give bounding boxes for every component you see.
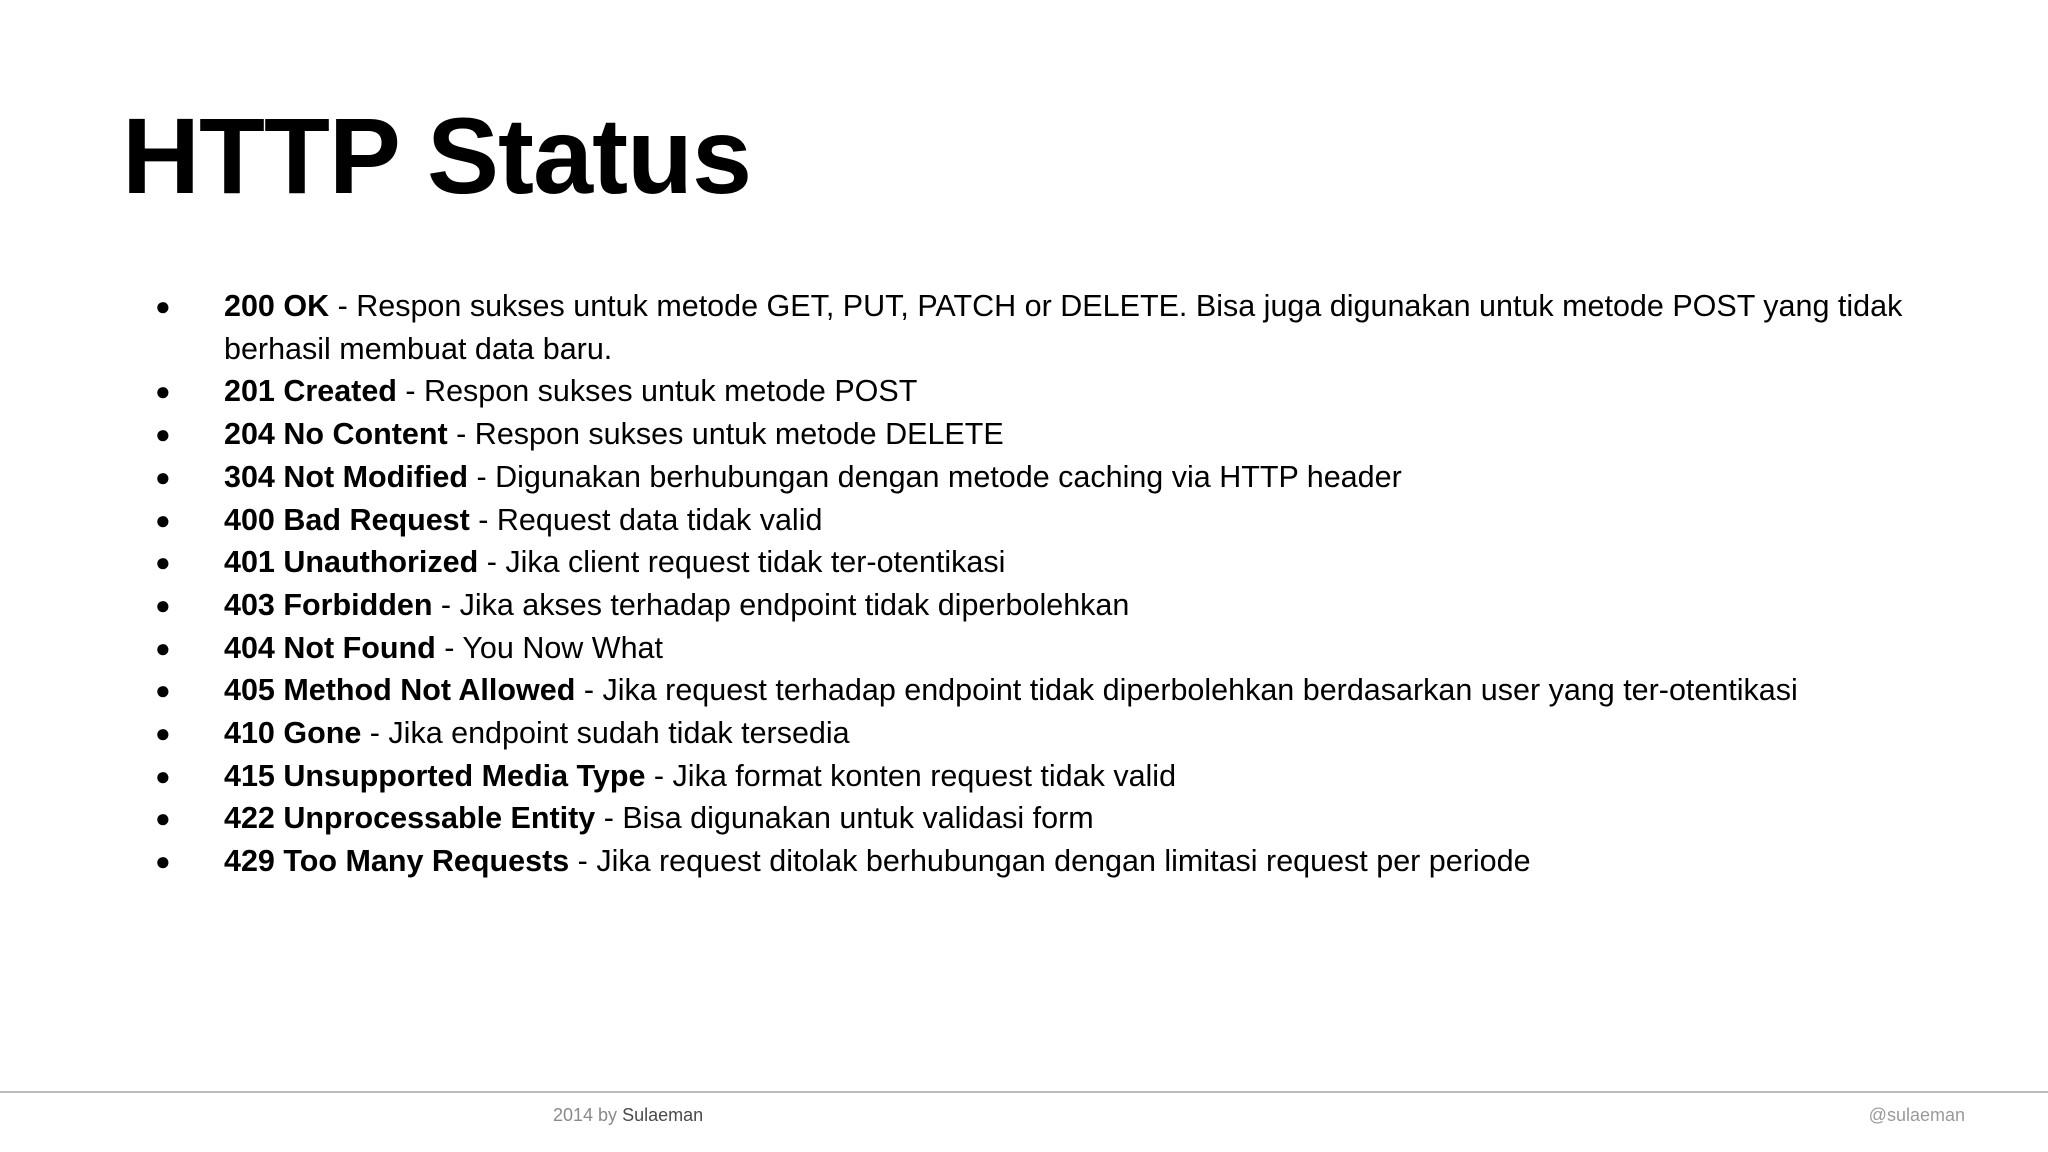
status-description: Jika endpoint sudah tidak tersedia [388, 716, 850, 751]
status-description: Respon sukses untuk metode GET, PUT, PATCH or DELETE. Bisa juga digunakan untuk metode POST yang tidak berhasil membuat data baru. [224, 289, 1903, 366]
status-description: You Now What [462, 630, 663, 665]
separator: - [569, 844, 597, 879]
status-item-201 [0, 370, 2048, 413]
status-code: 410 Gone [224, 716, 362, 751]
separator: - [575, 673, 603, 708]
status-description: Jika format konten request tidak valid [672, 758, 1177, 793]
bullet-icon: ● [155, 632, 171, 663]
bullet-icon: ● [155, 803, 171, 834]
status-item-403 [0, 584, 2048, 627]
status-code: 204 No Content [224, 417, 448, 452]
status-code: 429 Too Many Requests [224, 844, 570, 879]
status-code: 415 Unsupported Media Type [224, 758, 646, 793]
status-item-401 [0, 541, 2048, 584]
separator: - [396, 374, 425, 409]
status-item-405 [0, 669, 2048, 712]
status-code: 401 Unauthorized [224, 545, 479, 580]
status-code: 304 Not Modified [224, 459, 469, 494]
bullet-icon: ● [155, 846, 171, 877]
bullet-icon: ● [155, 760, 171, 791]
bullet-icon: ● [155, 675, 171, 706]
separator: - [468, 459, 496, 494]
http-status-list [0, 285, 2048, 883]
status-item-400 [0, 499, 2048, 542]
status-description: Request data tidak valid [496, 502, 823, 537]
bullet-icon: ● [155, 718, 171, 749]
status-code: 405 Method Not Allowed [224, 673, 576, 708]
status-description: Digunakan berhubungan dengan metode caching via HTTP header [495, 459, 1402, 494]
bullet-icon: ● [155, 291, 171, 321]
status-item-404 [0, 627, 2048, 670]
status-description: Jika client request tidak ter-otentikasi [505, 545, 1006, 580]
footer-author: Sulaeman [622, 1105, 704, 1125]
status-item-415 [0, 755, 2048, 798]
separator: - [435, 630, 463, 665]
status-description: Bisa digunakan untuk validasi form [622, 801, 1094, 836]
status-code: 422 Unprocessable Entity [224, 801, 596, 836]
separator: - [329, 289, 357, 323]
separator: - [478, 545, 506, 580]
separator: - [432, 587, 460, 622]
bullet-icon: ● [155, 461, 171, 492]
status-description: Jika akses terhadap endpoint tidak diperbolehkan [459, 587, 1130, 622]
status-code: 201 Created [224, 374, 397, 409]
bullet-icon: ● [155, 589, 171, 620]
status-description: Respon sukses untuk metode DELETE [474, 417, 1004, 452]
status-item-410 [0, 712, 2048, 755]
slide-title: HTTP Status [122, 95, 752, 216]
status-code: 200 OK [224, 289, 330, 323]
status-description: Jika request terhadap endpoint tidak diperbolehkan berdasarkan user yang ter-otentikasi [602, 673, 1798, 708]
footer-handle: @sulaeman [1868, 1105, 1965, 1125]
footer-year-by: 2014 by [553, 1105, 618, 1125]
status-item-304 [0, 456, 2048, 499]
bullet-icon: ● [155, 376, 171, 407]
status-description: Jika request ditolak berhubungan dengan limitasi request per periode [596, 844, 1531, 879]
separator: - [447, 417, 475, 452]
footer-divider [0, 1091, 2048, 1093]
status-item-422 [0, 797, 2048, 840]
separator: - [595, 801, 623, 836]
status-code: 400 Bad Request [224, 502, 470, 537]
separator: - [469, 502, 497, 537]
status-code: 403 Forbidden [224, 587, 433, 622]
status-item-429 [0, 840, 2048, 883]
bullet-icon: ● [155, 547, 171, 578]
status-description: Respon sukses untuk metode POST [424, 374, 918, 409]
status-item-200 [0, 285, 2048, 370]
footer-credit [553, 1105, 703, 1126]
status-code: 404 Not Found [224, 630, 436, 665]
separator: - [361, 716, 389, 751]
status-item-204 [0, 413, 2048, 456]
bullet-icon: ● [155, 419, 171, 450]
bullet-icon: ● [155, 504, 171, 535]
separator: - [645, 758, 673, 793]
